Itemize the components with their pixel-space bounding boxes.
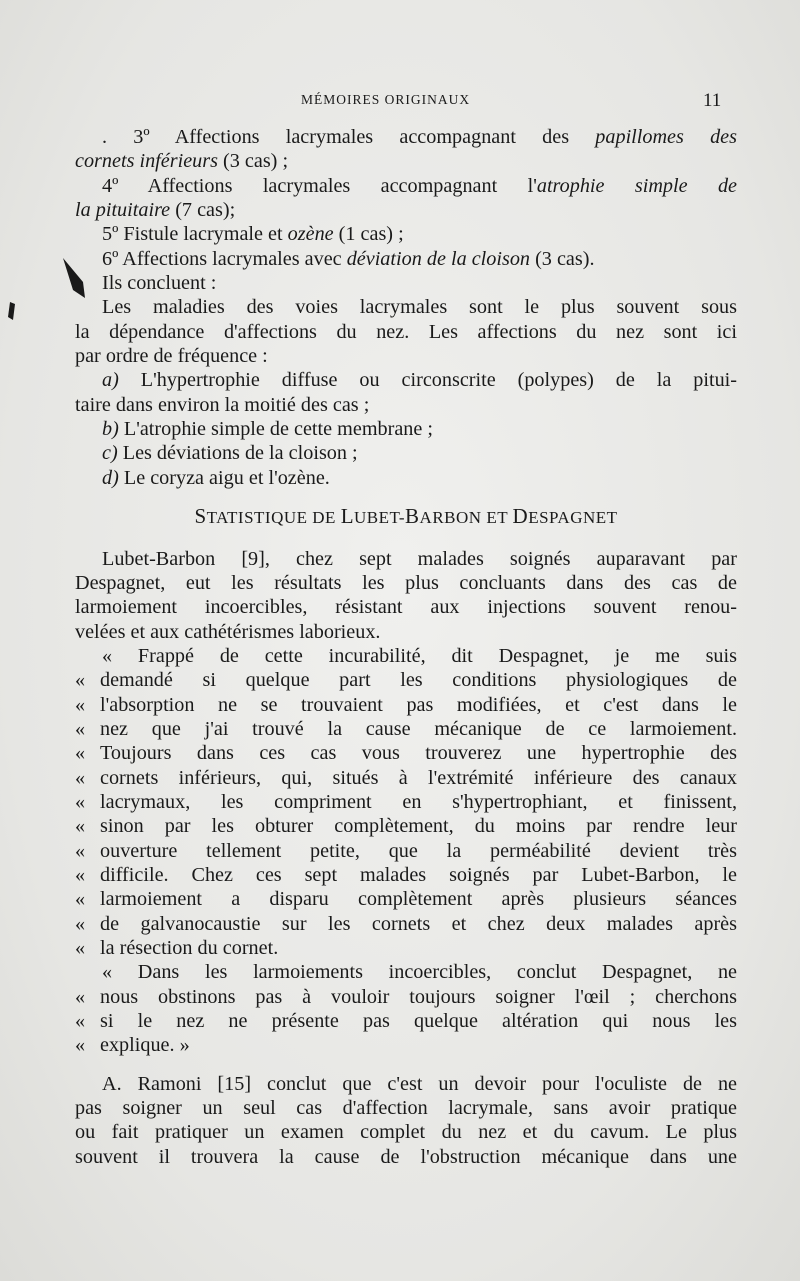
quote-text: si le nez ne présente pas quelque altération qui nous les xyxy=(100,1010,737,1033)
quote-line xyxy=(75,1009,737,1033)
cause-item-d: d) Le coryza aigu et l'ozène. xyxy=(102,466,330,489)
quote-mark: « xyxy=(75,912,86,935)
paragraph-line: A. Ramoni [15] conclut que c'est un devoir pour l'oculiste de ne xyxy=(102,1072,737,1095)
quote-mark: « xyxy=(75,742,86,765)
cause-item-a: a) L'hypertrophie diffuse ou circonscrite (polypes) de la pitui- xyxy=(102,369,737,392)
paragraph-line: souvent il trouvera la cause de l'obstruction mécanique dans une xyxy=(75,1145,737,1168)
quote-line xyxy=(75,668,737,692)
quote-mark: « xyxy=(75,790,86,813)
quote-text: difficile. Chez ces sept malades soignés par Lubet-Barbon, le xyxy=(100,863,737,886)
paragraph-line: pas soigner un seul cas d'affection lacrymale, sans avoir pratique xyxy=(75,1097,737,1120)
cause-item-b: b) L'atrophie simple de cette membrane ; xyxy=(102,418,434,441)
quote-text: l'absorption ne se trouvaient pas modifiées, et c'est dans le xyxy=(100,693,737,716)
paragraph-line: Despagnet, eut les résultats les plus concluants dans des cas de xyxy=(75,571,737,594)
list-item-5: 5º Fistule lacrymale et ozène (1 cas) ; xyxy=(102,223,404,246)
quote-text: sinon par les obturer complètement, du moins par rendre leur xyxy=(100,815,737,838)
quote-line xyxy=(75,912,737,936)
list-item-6: 6º Affections lacrymales avec déviation de la cloison (3 cas). xyxy=(102,247,595,270)
paragraph-line: larmoiement incoercibles, résistant aux injections souvent renou- xyxy=(75,596,737,619)
margin-ink-mark xyxy=(5,300,19,322)
quote-line: « Dans les larmoiements incoercibles, conclut Despagnet, ne xyxy=(102,961,737,984)
quote-mark: « xyxy=(75,888,86,911)
list-item-4: 4º Affections lacrymales accompagnant l'atrophie simple de xyxy=(102,174,738,197)
paragraph-line: velées et aux cathétérismes laborieux. xyxy=(75,620,381,643)
quote-mark: « xyxy=(75,937,86,959)
running-head xyxy=(0,92,800,112)
quote-line xyxy=(75,693,737,717)
paragraph-gap xyxy=(75,1058,737,1072)
quote-text: ouverture tellement petite, que la perméabilité devient très xyxy=(100,839,737,862)
quote-mark: « xyxy=(75,839,86,862)
quote-text: nez que j'ai trouvé la cause mécanique de ce larmoiement. xyxy=(100,717,737,740)
list-item-3: . 3º Affections lacrymales accompagnant des papillomes des xyxy=(102,126,737,148)
conclusion-line: la dépendance d'affections du nez. Les affections du nez sont ici xyxy=(75,320,737,343)
body-text xyxy=(75,125,737,1169)
quote-line xyxy=(75,741,737,765)
quote-text: cornets inférieurs, qui, situés à l'extrémité inférieure des canaux xyxy=(100,766,737,789)
list-item-3-cont: cornets inférieurs (3 cas) ; xyxy=(75,150,289,173)
list-item-4-cont: la pituitaire (7 cas); xyxy=(75,199,236,222)
quote-line xyxy=(75,717,737,741)
conclusion-line: Les maladies des voies lacrymales sont le plus souvent sous xyxy=(102,296,737,319)
quote-mark: « xyxy=(75,766,86,789)
quote-line: « Frappé de cette incurabilité, dit Despagnet, je me suis xyxy=(102,644,737,667)
quote-text: Toujours dans ces cas vous trouverez une hypertrophie des xyxy=(100,742,737,765)
quote-line xyxy=(75,936,737,960)
quote-line xyxy=(75,790,737,814)
quote-block xyxy=(75,985,737,1034)
quote-mark: « xyxy=(75,669,86,692)
quote-block xyxy=(75,668,737,960)
running-head-title: MÉMOIRES ORIGINAUX xyxy=(301,92,471,107)
quote-line xyxy=(75,887,737,911)
quote-mark: « xyxy=(75,1010,86,1033)
quote-text: demandé si quelque part les conditions physiologiques de xyxy=(100,669,737,692)
quote-text: de galvanocaustie sur les cornets et chez deux malades après xyxy=(100,912,737,935)
quote-mark: « xyxy=(75,985,86,1008)
paragraph-line: ou fait pratiquer un examen complet du nez et du cavum. Le plus xyxy=(75,1121,737,1144)
quote-text: nous obstinons pas à vouloir toujours soigner l'œil ; cherchons xyxy=(100,985,737,1008)
quote-line xyxy=(75,839,737,863)
page-number: 11 xyxy=(703,90,722,111)
quote-line xyxy=(75,814,737,838)
quote-line xyxy=(75,985,737,1009)
cause-item-a-cont: taire dans environ la moitié des cas ; xyxy=(75,393,370,416)
quote-line xyxy=(75,766,737,790)
quote-mark: « xyxy=(75,717,86,740)
quote-mark: « xyxy=(75,693,86,716)
quote-line: « explique. » xyxy=(75,1034,190,1057)
quote-text: la résection du cornet. xyxy=(100,937,279,959)
quote-line xyxy=(75,863,737,887)
cause-item-c: c) Les déviations de la cloison ; xyxy=(102,442,358,465)
paragraph-line: Lubet-Barbon [9], chez sept malades soignés auparavant par xyxy=(102,547,737,570)
quote-text: larmoiement a disparu complètement après plusieurs séances xyxy=(100,888,737,911)
quote-mark: « xyxy=(75,863,86,886)
conclusion-line: par ordre de fréquence : xyxy=(75,345,268,368)
quote-mark: « xyxy=(75,815,86,838)
quote-text: lacrymaux, les compriment en s'hypertrophiant, et finissent, xyxy=(100,790,737,813)
section-heading: STATISTIQUE DE LUBET-BARBON ET DESPAGNET xyxy=(194,504,618,529)
conclusion-intro: Ils concluent : xyxy=(102,272,217,295)
